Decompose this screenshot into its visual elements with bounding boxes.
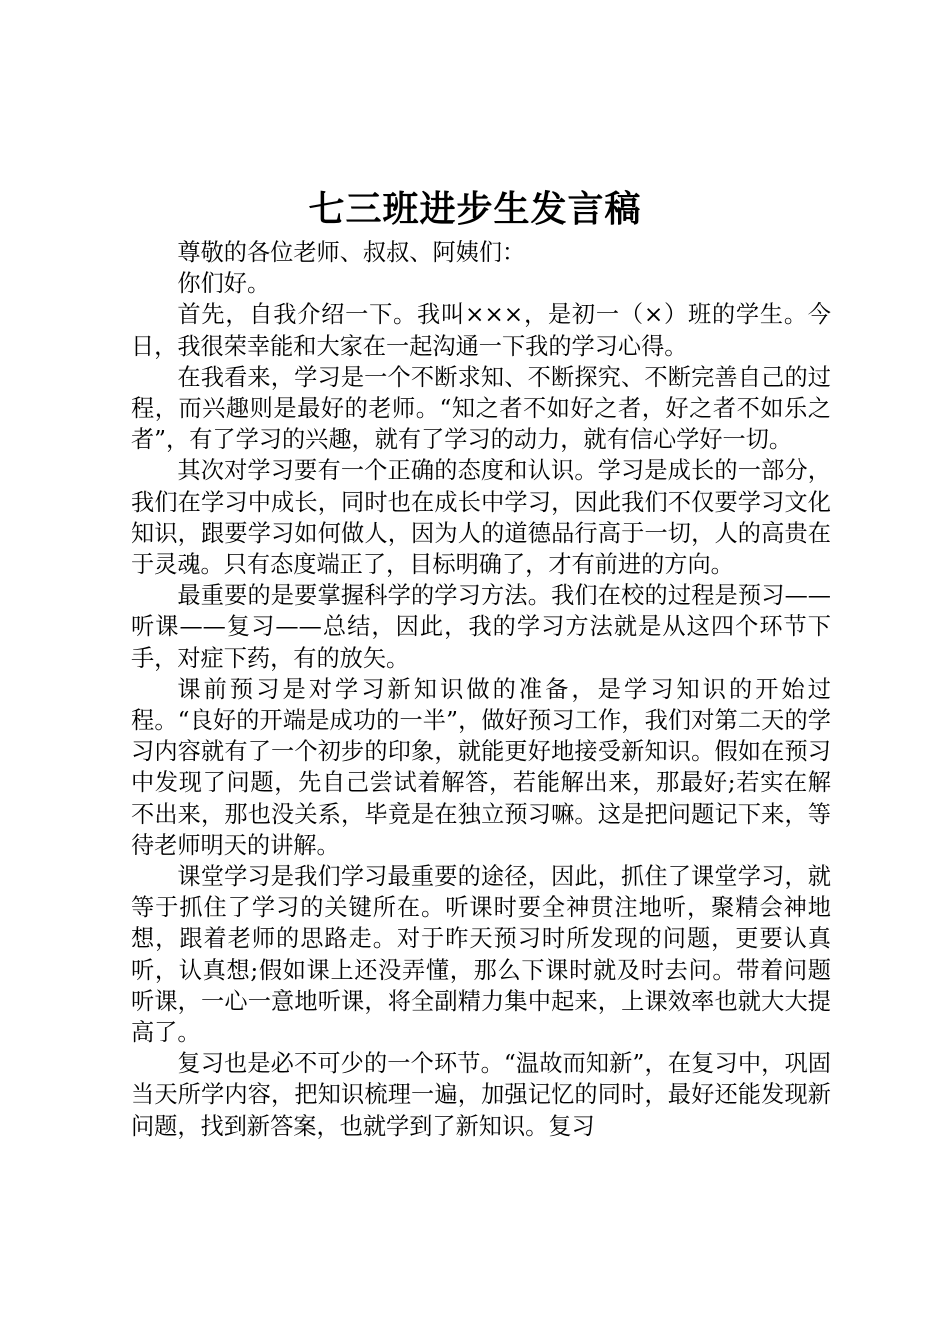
salutation: 尊敬的各位老师、叔叔、阿姨们： xyxy=(177,239,526,266)
document-body xyxy=(131,237,831,1142)
paragraph-interest: 在我看来，学习是一个不断求知、不断探究、不断完善自己的过程，而兴趣则是最好的老师。“知之者不如好之者，好之者不如乐之者”，有了学习的兴趣，就有了学习的动力，就有信心学好一切。 xyxy=(131,363,831,454)
greeting: 你们好。 xyxy=(177,270,271,298)
paragraph-classroom: 课堂学习是我们学习最重要的途径，因此，抓住了课堂学习，就等于抓住了学习的关键所在。听课时要全神贯注地听，聚精会神地想，跟着老师的思路走。对于昨天预习时所发现的问题，更要认真听，认真想;假如课上还没弄懂，那么下课时就及时去问。带着问题听课，一心一意地听课，将全副精力集中起来，上课效率也就大大提高了。 xyxy=(131,863,831,1047)
document-title: 七三班进步生发言稿 xyxy=(308,188,642,230)
paragraph-preview: 课前预习是对学习新知识做的准备，是学习知识的开始过程。“良好的开端是成功的一半”，做好预习工作，我们对第二天的学习内容就有了一个初步的印象，就能更好地接受新知识。假如在预习中发现了问题，先自己尝试着解答，若能解出来，那最好;若实在解不出来，那也没关系，毕竟是在独立预习嘛。这是把问题记下来，等待老师明天的讲解。 xyxy=(131,675,831,859)
paragraph-introduction: 首先，自我介绍一下。我叫×××，是初一（×）班的学生。今日，我很荣幸能和大家在一起沟通一下我的学习心得。 xyxy=(131,301,831,360)
paragraph-review: 复习也是必不可少的一个环节。“温故而知新”，在复习中，巩固当天所学内容，把知识梳理一遍，加强记忆的同时，最好还能发现新问题，找到新答案，也就学到了新知识。复习 xyxy=(131,1050,831,1140)
paragraph-method: 最重要的是要掌握科学的学习方法。我们在校的过程是预习——听课——复习——总结，因此，我的学习方法就是从这四个环节下手，对症下药，有的放矢。 xyxy=(131,582,831,672)
paragraph-attitude: 其次对学习要有一个正确的态度和认识。学习是成长的一部分，我们在学习中成长，同时也在成长中学习，因此我们不仅要学习文化知识，跟要学习如何做人，因为人的道德品行高于一切，人的高贵在于灵魂。只有态度端正了，目标明确了，才有前进的方向。 xyxy=(131,457,831,579)
